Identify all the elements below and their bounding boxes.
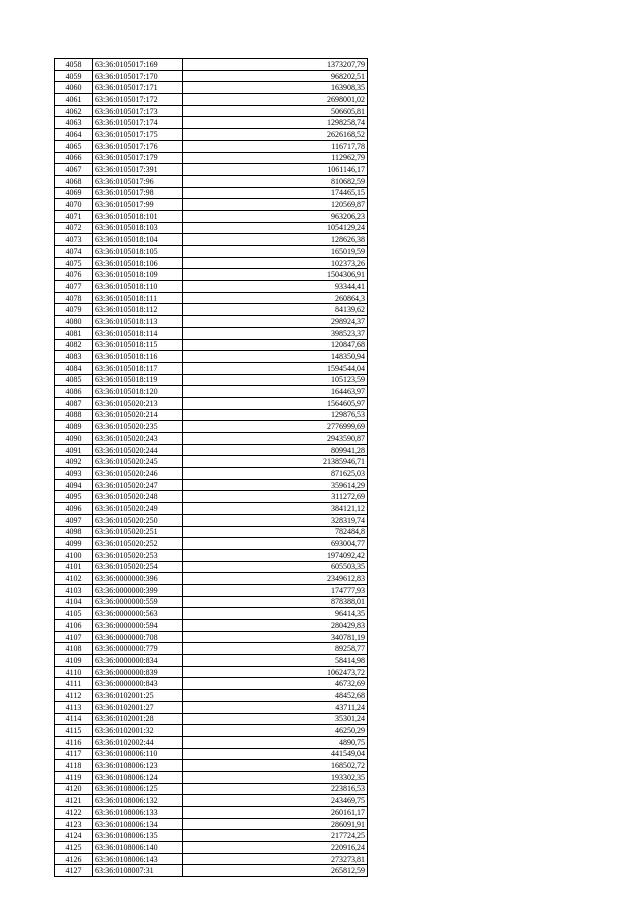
table-row	[55, 409, 368, 421]
cadastral-number-cell: 63:36:0105020:244	[93, 444, 183, 456]
table-row	[55, 807, 368, 819]
cadastral-number-cell: 63:36:0105017:99	[93, 199, 183, 211]
row-number-cell: 4088	[55, 409, 93, 421]
table-row	[55, 690, 368, 702]
cadastral-number-cell: 63:36:0105018:103	[93, 222, 183, 234]
cadastral-number-cell: 63:36:0105017:170	[93, 70, 183, 82]
cadastral-value-cell: 1594544,04	[183, 362, 368, 374]
cadastral-number-cell: 63:36:0105017:172	[93, 94, 183, 106]
cadastral-value-cell: 58414,98	[183, 655, 368, 667]
row-number-cell: 4075	[55, 257, 93, 269]
cadastral-value-cell: 1298258,74	[183, 117, 368, 129]
cadastral-value-cell: 164463,97	[183, 386, 368, 398]
table-row	[55, 374, 368, 386]
cadastral-value-cell: 4890,75	[183, 736, 368, 748]
row-number-cell: 4079	[55, 304, 93, 316]
table-row	[55, 701, 368, 713]
cadastral-number-cell: 63:36:0108006:134	[93, 818, 183, 830]
cadastral-number-cell: 63:36:0105017:96	[93, 175, 183, 187]
table-row	[55, 596, 368, 608]
cadastral-number-cell: 63:36:0000000:563	[93, 608, 183, 620]
cadastral-number-cell: 63:36:0105018:110	[93, 281, 183, 293]
cadastral-value-cell: 84139,62	[183, 304, 368, 316]
cadastral-value-cell: 384121,12	[183, 503, 368, 515]
table-row	[55, 666, 368, 678]
cadastral-number-cell: 63:36:0105017:173	[93, 105, 183, 117]
row-number-cell: 4082	[55, 339, 93, 351]
cadastral-value-cell: 1564605,97	[183, 397, 368, 409]
table-row	[55, 152, 368, 164]
cadastral-value-cell: 2776999,69	[183, 421, 368, 433]
table-row	[55, 362, 368, 374]
cadastral-number-cell: 63:36:0105018:117	[93, 362, 183, 374]
cadastral-number-cell: 63:36:0105017:391	[93, 164, 183, 176]
table-row	[55, 187, 368, 199]
cadastral-number-cell: 63:36:0108006:123	[93, 760, 183, 772]
table-row	[55, 620, 368, 632]
cadastral-number-cell: 63:36:0000000:708	[93, 631, 183, 643]
table-row	[55, 561, 368, 573]
cadastral-value-cell: 878388,01	[183, 596, 368, 608]
row-number-cell: 4087	[55, 397, 93, 409]
row-number-cell: 4116	[55, 736, 93, 748]
cadastral-value-cell: 174777,93	[183, 584, 368, 596]
cadastral-value-cell: 120847,68	[183, 339, 368, 351]
cadastral-value-cell: 810682,59	[183, 175, 368, 187]
table-row	[55, 444, 368, 456]
cadastral-value-cell: 220916,24	[183, 842, 368, 854]
row-number-cell: 4071	[55, 210, 93, 222]
cadastral-number-cell: 63:36:0105018:105	[93, 246, 183, 258]
table-row	[55, 59, 368, 71]
table-row	[55, 222, 368, 234]
cadastral-value-cell: 35301,24	[183, 713, 368, 725]
cadastral-number-cell: 63:36:0105020:245	[93, 456, 183, 468]
row-number-cell: 4089	[55, 421, 93, 433]
cadastral-number-cell: 63:36:0108006:135	[93, 830, 183, 842]
row-number-cell: 4077	[55, 281, 93, 293]
cadastral-value-cell: 21385946,71	[183, 456, 368, 468]
table-row	[55, 748, 368, 760]
table-row	[55, 304, 368, 316]
cadastral-number-cell: 63:36:0105020:214	[93, 409, 183, 421]
table-row	[55, 164, 368, 176]
cadastral-number-cell: 63:36:0105018:115	[93, 339, 183, 351]
table-row	[55, 140, 368, 152]
row-number-cell: 4073	[55, 234, 93, 246]
table-row	[55, 386, 368, 398]
cadastral-value-cell: 120569,87	[183, 199, 368, 211]
table-row	[55, 82, 368, 94]
table-row	[55, 842, 368, 854]
cadastral-number-cell: 63:36:0000000:839	[93, 666, 183, 678]
cadastral-value-cell: 174465,15	[183, 187, 368, 199]
cadastral-number-cell: 63:36:0000000:843	[93, 678, 183, 690]
cadastral-number-cell: 63:36:0105020:246	[93, 468, 183, 480]
cadastral-number-cell: 63:36:0105018:112	[93, 304, 183, 316]
row-number-cell: 4064	[55, 129, 93, 141]
cadastral-value-cell: 112962,79	[183, 152, 368, 164]
table-row	[55, 584, 368, 596]
row-number-cell: 4115	[55, 725, 93, 737]
cadastral-value-cell: 48452,68	[183, 690, 368, 702]
cadastral-value-cell: 311272,69	[183, 491, 368, 503]
table-row	[55, 725, 368, 737]
row-number-cell: 4080	[55, 316, 93, 328]
cadastral-value-cell: 1062473,72	[183, 666, 368, 678]
row-number-cell: 4065	[55, 140, 93, 152]
row-number-cell: 4067	[55, 164, 93, 176]
table-row	[55, 339, 368, 351]
row-number-cell: 4063	[55, 117, 93, 129]
table-row	[55, 199, 368, 211]
table-row	[55, 830, 368, 842]
row-number-cell: 4085	[55, 374, 93, 386]
row-number-cell: 4104	[55, 596, 93, 608]
row-number-cell: 4118	[55, 760, 93, 772]
cadastral-number-cell: 63:36:0108006:110	[93, 748, 183, 760]
cadastral-value-cell: 105123,59	[183, 374, 368, 386]
row-number-cell: 4110	[55, 666, 93, 678]
row-number-cell: 4074	[55, 246, 93, 258]
table-row	[55, 549, 368, 561]
table-row	[55, 292, 368, 304]
cadastral-value-cell: 2698001,02	[183, 94, 368, 106]
row-number-cell: 4099	[55, 538, 93, 550]
row-number-cell: 4113	[55, 701, 93, 713]
row-number-cell: 4123	[55, 818, 93, 830]
table-row	[55, 210, 368, 222]
cadastral-number-cell: 63:36:0108006:143	[93, 853, 183, 865]
cadastral-number-cell: 63:36:0105017:179	[93, 152, 183, 164]
cadastral-number-cell: 63:36:0108006:132	[93, 795, 183, 807]
row-number-cell: 4108	[55, 643, 93, 655]
row-number-cell: 4058	[55, 59, 93, 71]
row-number-cell: 4121	[55, 795, 93, 807]
row-number-cell: 4122	[55, 807, 93, 819]
cadastral-value-cell: 89258,77	[183, 643, 368, 655]
cadastral-value-cell: 2943590,87	[183, 433, 368, 445]
table-row	[55, 608, 368, 620]
cadastral-value-cell: 340781,19	[183, 631, 368, 643]
row-number-cell: 4100	[55, 549, 93, 561]
row-number-cell: 4109	[55, 655, 93, 667]
cadastral-number-cell: 63:36:0105018:101	[93, 210, 183, 222]
row-number-cell: 4101	[55, 561, 93, 573]
row-number-cell: 4066	[55, 152, 93, 164]
table-row	[55, 70, 368, 82]
row-number-cell: 4127	[55, 865, 93, 877]
table-row	[55, 736, 368, 748]
row-number-cell: 4096	[55, 503, 93, 515]
cadastral-value-cell: 782484,8	[183, 526, 368, 538]
table-row	[55, 479, 368, 491]
cadastral-number-cell: 63:36:0105020:247	[93, 479, 183, 491]
table-row	[55, 783, 368, 795]
row-number-cell: 4069	[55, 187, 93, 199]
row-number-cell: 4111	[55, 678, 93, 690]
cadastral-value-cell: 163908,35	[183, 82, 368, 94]
cadastral-value-cell: 46732,69	[183, 678, 368, 690]
row-number-cell: 4097	[55, 514, 93, 526]
cadastral-value-cell: 328319,74	[183, 514, 368, 526]
row-number-cell: 4092	[55, 456, 93, 468]
table-row	[55, 631, 368, 643]
row-number-cell: 4061	[55, 94, 93, 106]
cadastral-number-cell: 63:36:0105017:176	[93, 140, 183, 152]
row-number-cell: 4084	[55, 362, 93, 374]
cadastral-value-cell: 46250,29	[183, 725, 368, 737]
row-number-cell: 4078	[55, 292, 93, 304]
row-number-cell: 4124	[55, 830, 93, 842]
row-number-cell: 4106	[55, 620, 93, 632]
cadastral-value-cell: 1373207,79	[183, 59, 368, 71]
table-row	[55, 281, 368, 293]
cadastral-value-cell: 605503,35	[183, 561, 368, 573]
cadastral-number-cell: 63:36:0000000:399	[93, 584, 183, 596]
table-row	[55, 795, 368, 807]
cadastral-value-cell: 2626168,52	[183, 129, 368, 141]
cadastral-value-cell: 168502,72	[183, 760, 368, 772]
cadastral-number-cell: 63:36:0000000:779	[93, 643, 183, 655]
cadastral-number-cell: 63:36:0105020:248	[93, 491, 183, 503]
table-row	[55, 713, 368, 725]
row-number-cell: 4114	[55, 713, 93, 725]
cadastral-number-cell: 63:36:0105018:119	[93, 374, 183, 386]
row-number-cell: 4117	[55, 748, 93, 760]
table-row	[55, 351, 368, 363]
row-number-cell: 4059	[55, 70, 93, 82]
cadastral-value-cell: 280429,83	[183, 620, 368, 632]
cadastral-value-cell: 286091,91	[183, 818, 368, 830]
cadastral-value-cell: 165019,59	[183, 246, 368, 258]
row-number-cell: 4125	[55, 842, 93, 854]
row-number-cell: 4068	[55, 175, 93, 187]
cadastral-value-cell: 298924,37	[183, 316, 368, 328]
table-row	[55, 316, 368, 328]
table-row	[55, 643, 368, 655]
row-number-cell: 4094	[55, 479, 93, 491]
table-row	[55, 468, 368, 480]
cadastral-number-cell: 63:36:0108006:124	[93, 771, 183, 783]
cadastral-value-cell: 506605,81	[183, 105, 368, 117]
row-number-cell: 4105	[55, 608, 93, 620]
cadastral-number-cell: 63:36:0108007:31	[93, 865, 183, 877]
table-row	[55, 257, 368, 269]
cadastral-value-cell: 102373,26	[183, 257, 368, 269]
cadastral-number-cell: 63:36:0105018:120	[93, 386, 183, 398]
table-row	[55, 503, 368, 515]
table-row	[55, 117, 368, 129]
cadastral-value-cell: 223816,53	[183, 783, 368, 795]
table-row	[55, 526, 368, 538]
cadastral-number-cell: 63:36:0105018:114	[93, 327, 183, 339]
cadastral-number-cell: 63:36:0105018:106	[93, 257, 183, 269]
table-row	[55, 327, 368, 339]
cadastral-number-cell: 63:36:0105017:169	[93, 59, 183, 71]
table-row	[55, 865, 368, 877]
row-number-cell: 4083	[55, 351, 93, 363]
table-row	[55, 246, 368, 258]
table-row	[55, 573, 368, 585]
table-row	[55, 853, 368, 865]
row-number-cell: 4090	[55, 433, 93, 445]
table-row	[55, 433, 368, 445]
table-row	[55, 818, 368, 830]
cadastral-number-cell: 63:36:0000000:396	[93, 573, 183, 585]
cadastral-number-cell: 63:36:0105018:104	[93, 234, 183, 246]
cadastral-value-cell: 1061146,17	[183, 164, 368, 176]
cadastral-value-cell: 441549,04	[183, 748, 368, 760]
row-number-cell: 4086	[55, 386, 93, 398]
cadastral-number-cell: 63:36:0105018:109	[93, 269, 183, 281]
cadastral-value-cell: 129876,53	[183, 409, 368, 421]
row-number-cell: 4107	[55, 631, 93, 643]
cadastral-number-cell: 63:36:0105020:249	[93, 503, 183, 515]
cadastral-value-cell: 398523,37	[183, 327, 368, 339]
table-row	[55, 456, 368, 468]
table-row	[55, 94, 368, 106]
cadastral-number-cell: 63:36:0105017:98	[93, 187, 183, 199]
row-number-cell: 4095	[55, 491, 93, 503]
table-row	[55, 234, 368, 246]
row-number-cell: 4098	[55, 526, 93, 538]
cadastral-number-cell: 63:36:0108006:140	[93, 842, 183, 854]
table-row	[55, 269, 368, 281]
table-row	[55, 491, 368, 503]
table-row	[55, 421, 368, 433]
cadastral-value-cell: 1504306,91	[183, 269, 368, 281]
row-number-cell: 4060	[55, 82, 93, 94]
row-number-cell: 4102	[55, 573, 93, 585]
cadastral-value-cell: 260864,3	[183, 292, 368, 304]
table-row	[55, 175, 368, 187]
table-row	[55, 538, 368, 550]
cadastral-number-cell: 63:36:0105020:235	[93, 421, 183, 433]
cadastral-number-cell: 63:36:0000000:594	[93, 620, 183, 632]
cadastral-number-cell: 63:36:0102001:32	[93, 725, 183, 737]
cadastral-number-cell: 63:36:0108006:133	[93, 807, 183, 819]
table-row	[55, 771, 368, 783]
cadastral-value-cell: 96414,35	[183, 608, 368, 620]
row-number-cell: 4126	[55, 853, 93, 865]
cadastral-value-cell: 1054129,24	[183, 222, 368, 234]
row-number-cell: 4062	[55, 105, 93, 117]
cadastral-number-cell: 63:36:0105020:250	[93, 514, 183, 526]
table-row	[55, 105, 368, 117]
cadastral-value-cell: 1974092,42	[183, 549, 368, 561]
row-number-cell: 4081	[55, 327, 93, 339]
table-row	[55, 678, 368, 690]
cadastral-number-cell: 63:36:0102002:44	[93, 736, 183, 748]
table-row	[55, 397, 368, 409]
row-number-cell: 4120	[55, 783, 93, 795]
cadastral-value-table	[54, 58, 368, 877]
table-row	[55, 760, 368, 772]
cadastral-number-cell: 63:36:0000000:559	[93, 596, 183, 608]
cadastral-value-cell: 260161,17	[183, 807, 368, 819]
table-row	[55, 129, 368, 141]
cadastral-value-cell: 93344,41	[183, 281, 368, 293]
cadastral-value-cell: 128626,38	[183, 234, 368, 246]
cadastral-number-cell: 63:36:0000000:834	[93, 655, 183, 667]
cadastral-number-cell: 63:36:0105020:243	[93, 433, 183, 445]
cadastral-value-cell: 243469,75	[183, 795, 368, 807]
cadastral-value-cell: 968202,51	[183, 70, 368, 82]
cadastral-value-cell: 43711,24	[183, 701, 368, 713]
cadastral-value-cell: 809941,28	[183, 444, 368, 456]
row-number-cell: 4103	[55, 584, 93, 596]
row-number-cell: 4093	[55, 468, 93, 480]
cadastral-value-cell: 693004,77	[183, 538, 368, 550]
cadastral-number-cell: 63:36:0102001:25	[93, 690, 183, 702]
cadastral-number-cell: 63:36:0105018:111	[93, 292, 183, 304]
row-number-cell: 4070	[55, 199, 93, 211]
cadastral-value-cell: 265812,59	[183, 865, 368, 877]
cadastral-number-cell: 63:36:0105017:171	[93, 82, 183, 94]
cadastral-number-cell: 63:36:0105020:251	[93, 526, 183, 538]
row-number-cell: 4119	[55, 771, 93, 783]
cadastral-number-cell: 63:36:0105017:174	[93, 117, 183, 129]
cadastral-value-cell: 871625,03	[183, 468, 368, 480]
cadastral-value-cell: 359614,29	[183, 479, 368, 491]
cadastral-value-cell: 148350,94	[183, 351, 368, 363]
cadastral-number-cell: 63:36:0105017:175	[93, 129, 183, 141]
cadastral-value-cell: 273273,81	[183, 853, 368, 865]
table-body	[55, 59, 368, 877]
cadastral-number-cell: 63:36:0105018:116	[93, 351, 183, 363]
cadastral-value-cell: 193302,35	[183, 771, 368, 783]
table-row	[55, 514, 368, 526]
row-number-cell: 4072	[55, 222, 93, 234]
cadastral-number-cell: 63:36:0105020:213	[93, 397, 183, 409]
row-number-cell: 4076	[55, 269, 93, 281]
cadastral-number-cell: 63:36:0105020:253	[93, 549, 183, 561]
row-number-cell: 4112	[55, 690, 93, 702]
cadastral-number-cell: 63:36:0102001:27	[93, 701, 183, 713]
cadastral-number-cell: 63:36:0105020:252	[93, 538, 183, 550]
cadastral-value-cell: 116717,78	[183, 140, 368, 152]
cadastral-number-cell: 63:36:0108006:125	[93, 783, 183, 795]
cadastral-value-cell: 2349612,83	[183, 573, 368, 585]
cadastral-number-cell: 63:36:0102001:28	[93, 713, 183, 725]
cadastral-value-cell: 963206,23	[183, 210, 368, 222]
row-number-cell: 4091	[55, 444, 93, 456]
table-row	[55, 655, 368, 667]
cadastral-number-cell: 63:36:0105018:113	[93, 316, 183, 328]
cadastral-value-cell: 217724,25	[183, 830, 368, 842]
cadastral-number-cell: 63:36:0105020:254	[93, 561, 183, 573]
